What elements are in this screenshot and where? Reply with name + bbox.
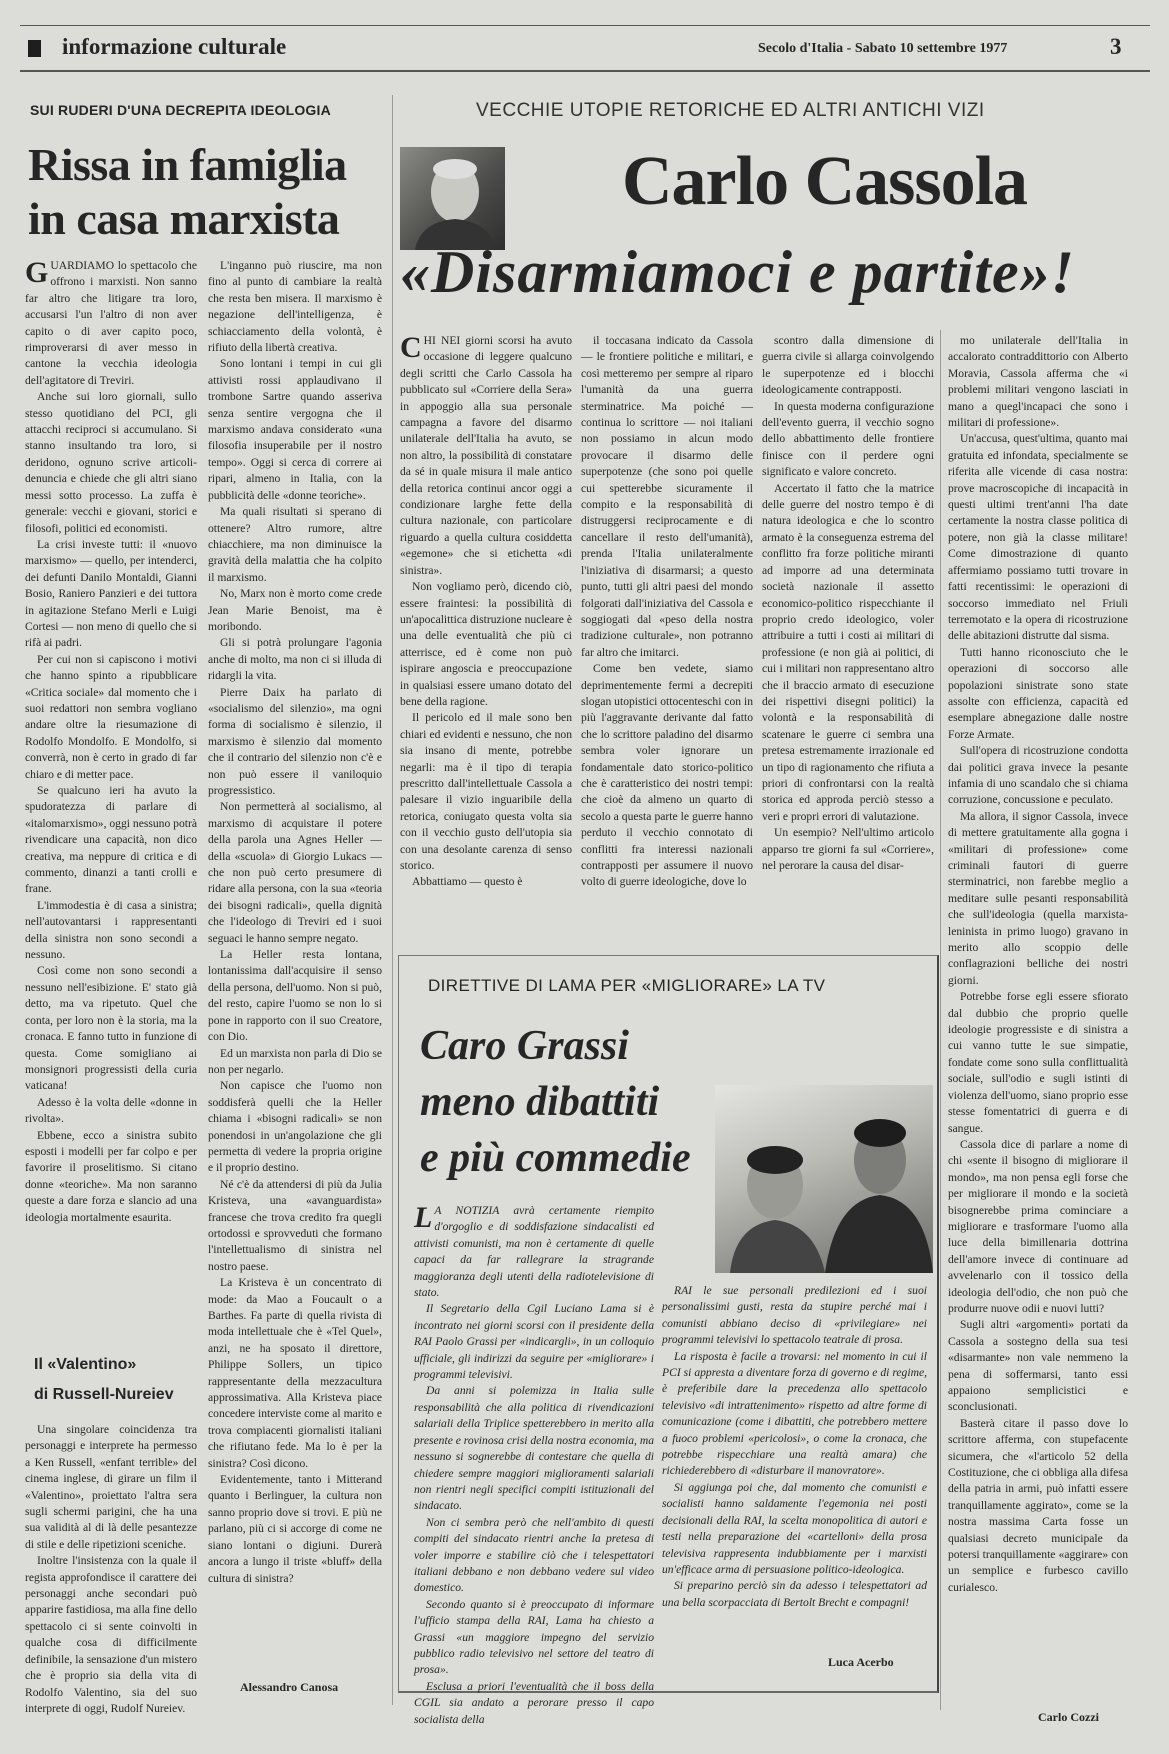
paragraph: Sugli altri «argomenti» portati da Cassola a sostegno della sua tesi «disarmante» non vale nemmeno la pena di soffermarsi, tanto essi appaiono semplicistici e sconclusionati. [948, 1318, 1128, 1414]
paragraph: Anche sui loro giornali, sullo stesso quotidiano del PCI, gli attacchi reciproci si accumulano. Si stanno insultando tra loro, si deridono, ognuno scrive articoli-denuncia e chiede che gli altri siano messi sotto processo. La zuffa è generale: vecchi e giovani, storici e filosofi, politici ed economisti. [25, 390, 197, 535]
paragraph: il toccasana indicato da Cassola — le frontiere politiche e militari, e così metteremo per sempre al riparo l'umanità da una guerra sterminatrice. Ma poiché — continua lo scrittore — noi italiani non possiamo in alcun modo provocare il disarmo delle superpotenze (che sono poi quelle cui spetterebbe sicuramente il compito e la responsabilità di distruggersi reciprocamente e di cancellare il resto dell'umanità), prenda l'Italia unilateralmente l'iniziativa di disarmarsi; a questo punto, tutti gli altri paesi del mondo folgorati dall'iniziativa del Cassola e soggiogati dal «peso della nostra tradizione culturale», non potranno far altro che imitarci. [581, 334, 753, 659]
lama-headline-line1: Caro Grassi [420, 1023, 629, 1069]
lama-headline-line2: meno dibattiti [420, 1079, 660, 1125]
paragraph: Evidentemente, tanto i Mitterand quanto i Berlinguer, la cultura non sanno proprio dove si trovi. E più ne parlano, più ci si accorge di come ne siano lontani o digiuni. Durerà ancora a lungo il triste «bluff» della cultura di sinistra? [208, 1473, 382, 1585]
paragraph: Il Segretario della Cgil Luciano Lama si è incontrato nei giorni scorsi con il presidente della RAI Paolo Grassi per «indicargli», in un colloquio ufficiale, gli indirizzi da seguire per «migliorare» i programmi televisivi. [414, 1302, 654, 1382]
paragraph: Cassola dice di parlare a nome di chi «sente il bisogno di migliorare il mondo», ma non pensa egli forse che per migliorare il mondo e la società bisognerebbe prima cominciare a migliorare e trasformare l'uomo alla luce della bimillenaria dottrina dell'amore invece di continuare ad avvelenarlo con il tossico della ideologia dell'odio, che non può che produrre nuove odii e nuovi lutti? [948, 1137, 1128, 1315]
left-kicker: SUI RUDERI D'UNA DECREPITA IDEOLOGIA [30, 102, 331, 118]
paragraph: Non permetterà al socialismo, al marxismo di acquistare il potere della parola una Agnes Heller — della «scuola» di Giorgio Lukacs — che non può certo presumere di ridare alla persona, con la sua «teoria dei bisogni radicali», quella dignità che l'ideologo di Treviri ed i suoi seguaci le hanno sempre negato. [208, 800, 382, 945]
left-byline: Alessandro Canosa [240, 1680, 339, 1694]
paragraph: Un esempio? Nell'ultimo articolo apparso tre giorni fa sul «Corriere», nel perorare la causa del disar- [762, 826, 934, 872]
lama-col2 [662, 1283, 927, 1645]
paragraph: La Heller resta lontana, lontanissima dall'acquisire il senso della persona, dell'uomo. Non si può, del resto, capire l'uomo se non lo si pone in rapporto con il suo Creatore, con Dio. [208, 948, 382, 1044]
paragraph: La Kristeva è un concentrato di mode: da Mao a Foucault o a Barthes. Fa parte di quella rivista di moda intellettuale che è «Tel Quel», anzi, ne ha sposato il direttore, Philippe Sollers, un tipico rappresentante della mezzacultura approssimativa. Alla Kristeva piace concedere interviste come al marito e trova compiacenti giornalisti italiani che rifiutano fede. Ma lo è per la sinistra? Così dicono. [208, 1276, 382, 1470]
cassola-col3 [762, 333, 934, 943]
paragraph: L'inganno può riuscire, ma non fino al punto di cambiare la realtà che resta ben misera. Il marxismo è negazione dell'intelligenza, è schiacciamento della volontà, è rifiuto della libertà creativa. [208, 259, 382, 355]
paragraph: Pierre Daix ha parlato di «socialismo del silenzio», ma ogni forma di socialismo è silenzio, il marxismo è silenzio dal momento che il contrario del silenzio non c'è e non può essere il vaniloquio progressistico. [208, 685, 382, 797]
paragraph: In questa moderna configurazione dell'evento guerra, il vecchio sogno dello abbattimento delle frontiere finisce con il perdere ogni significato e valore concreto. [762, 399, 934, 479]
paragraph: Ed un marxista non parla di Dio se non per negarlo. [208, 1046, 382, 1076]
paragraph: Ma quali risultati si sperano di ottenere? Altro rumore, altre chiacchiere, ma non diminuisce la gravità della malattia che ha colpito il marxismo. [208, 505, 382, 584]
paragraph: Si preparino perciò sin da adesso i telespettatori ad una bella scorpacciata di Bertolt Brecht e compagni! [662, 1579, 927, 1609]
portrait-icon [715, 1085, 933, 1273]
cassola-byline: Carlo Cozzi [1038, 1710, 1099, 1724]
paragraph: Ma allora, il signor Cassola, invece di mettere gratuitamente alla gogna i «militari di professione» come criminali fautori di guerre sterminatrici, non farebbe meglio a meditare sulle pesanti responsabilità che sull'ideologia (quella marxista-leninista in primo luogo) gravano in merito allo scoppio delle conflagrazioni belliche dei nostri giorni. [948, 809, 1128, 987]
lama-grassi-photo [715, 1085, 933, 1273]
paragraph: CHI NEI giorni scorsi ha avuto occasione di leggere qualcuno degli scritti che Carlo Cassola ha pubblicato sul «Corriere della Sera» in appoggio alla sua personale campagna a favore del disarmo unilaterale dell'Italia ha avuto, se non altro, la possibilità di constatare da sé in quale misura il male antico della retorica continui ancor oggi a condizionare larghe fette della cultura nazionale, con particolare riguardo a quella cultura cosiddetta «egemone» che si etichetta «di sinistra». [400, 331, 572, 577]
valentino-body [25, 1422, 197, 1715]
column-divider [940, 330, 941, 1710]
paper-date: Secolo d'Italia - Sabato 10 settembre 1977 [758, 41, 1008, 56]
paragraph: Non vogliamo però, dicendo ciò, essere fraintesi: la possibilità di un'apocalittica distruzione nucleare è una delle eventualità che più ci atterrisce, ed è come non può ispirare angoscia e preoccupazione in qualsiasi essere umano dotato del bene della ragione. [400, 580, 572, 708]
left-headline-line2: in casa marxista [28, 193, 340, 244]
paragraph: Né c'è da attendersi di più da Julia Kristeva, una «avanguardista» francese che trova credito fra quegli ortodossi e sprovveduti che formano l'intellettualismo di sinistra nel nostro paese. [208, 1177, 382, 1273]
paragraph: Un'accusa, quest'ultima, quanto mai gratuita ed infondata, specialmente se riferita alle vicende di casa nostra: prove macroscopiche di incapacità in questi ultimi trent'anni l'ha date certamente la nostra classe politica di potere, non già la classe militare! Come dimostrazione di quanto affermiamo possiamo tutti trovare in fatti recentissimi: le operazioni di soccorso immediato nel Friuli terremotato e la opera di ricostruzione delle abitazioni distrutte dal sisma. [948, 432, 1128, 643]
valentino-headline-line1: Il «Valentino» [34, 1356, 137, 1373]
paragraph: mo unilaterale dell'Italia in accalorato contraddittorio con Alberto Moravia, Cassola afferma che «i problemi militari vengono lasciati in mano a quegl'incapaci che sono i militari di professione». [948, 334, 1128, 430]
paragraph: Inoltre l'insistenza con la quale il regista approfondisce il carattere dei personaggi anche secondari può apparire fastidiosa, ma alla fine dello spettacolo ci si sente coinvolti in qualche cosa di difficilmente definibile, la sensazione d'un mistero che è proprio sia della vita di Rodolfo Valentino, sia del suo interprete di oggi, Rudolf Nureiev. [25, 1554, 197, 1715]
paragraph: Sono lontani i tempi in cui gli attivisti rossi applaudivano il trombone Sartre quando asseriva senza sentire vergogna che il marxismo andava considerato «una filosofia insuperabile per il nostro tempo». Oggi si cerca di correre ai ripari, almeno in Italia, con la pubblicità delle «donne teoriche». [208, 357, 382, 502]
paragraph: LA NOTIZIA avrà certamente riempito d'orgoglio e di soddisfazione sindacalisti ed attivisti comunisti, ma non è certamente di quelle capaci da far rallegrare la stragrande maggioranza degli utenti della radiotelevisione di stato. [414, 1201, 654, 1300]
portrait-icon [400, 147, 505, 250]
paragraph: RAI le sue personali predilezioni ed i suoi personalissimi gusti, resta da stupire perché mai i comunisti abbiano deciso di «privilegiare» nei programmi televisivi lo spettacolo teatrale di prosa. [662, 1284, 927, 1347]
paragraph: Se qualcuno ieri ha avuto la spudoratezza di parlare di «italomarxismo», oggi nessuno potrà rivendicare una capacità, non dico creativa, ma neppure di critica e di commento, dinanzi a tanti crolli e frane. [25, 784, 197, 896]
paragraph: Accertato il fatto che la matrice delle guerre del nostro tempo è di natura ideologica e che lo scontro armato è la conseguenza estrema del conflitto fra forze politiche miranti ad imporre ad una determinata società nazionale il assetto economico-politico rispecchiante il proprio credo ideologico, voler attribuire a tutti i costi ai militari di professione (e non già ai politici, di cui i militari non rappresentano altro che il braccio armato di esecuzione dei rispettivi disegni politici) la volontà e la responsabilità di scatenare le guerre ci sembra una pretesa estremamente irrazionale ed un tipo di ragionamento che rifiuta a priori di confrontarsi con la realtà storica ed approda perciò stesso a veri e propri errori di valutazione. [762, 481, 934, 823]
lama-col1 [414, 1201, 654, 1726]
left-headline-line1: Rissa in famiglia [28, 139, 347, 190]
paragraph: Una singolare coincidenza tra personaggi e interprete ha permesso a Ken Russell, «enfant terrible» del cinema inglese, di girare un film il «Valentino», proiettato l'altra sera sugli schermi parigini, che ha una sua validità al di là delle pesantezze di stile e delle ripetizioni sceniche. [25, 1423, 197, 1551]
paragraph: scontro dalla dimensione di guerra civile si allarga coinvolgendo le superpotenze ed i blocchi ideologicamente contrapposti. [762, 334, 934, 397]
lama-headline-line3: e più commedie [420, 1135, 691, 1181]
left-article-col2 [208, 258, 382, 1678]
page-number: 3 [1110, 34, 1122, 59]
section-title: informazione culturale [62, 34, 287, 59]
paragraph: Abbattiamo — questo è [412, 875, 523, 889]
top-rule [20, 25, 1150, 26]
paragraph: Il pericolo ed il male sono ben chiari ed evidenti e nessuno, che non sia insano di mente, potrebbe negarli: ma è il tipo di terapia prescritto dall'intellettuale Cassola a palesare il vizio inguaribile della retorica, coniugato questa volta sia con il vecchio gusto dell'utopia sia con una desolante carenza di senso storico. [400, 711, 572, 872]
paragraph: Si aggiunga poi che, dal momento che comunisti e socialisti hanno saldamente l'egemonia nei posti decisionali della RAI, la scelta monopolitica di autori e testi nella preparazione dei «cartelloni» della prosa televisiva rappresenta indubbiamente per i marxisti un'efficace arma di persuasione politico-ideologica. [662, 1480, 927, 1576]
paragraph: Basterà citare il passo dove lo scrittore afferma, con stupefacente sicumera, che «l'articolo 52 della Costituzione, che ci obbliga alla difesa della patria in armi, può infatti essere tranquillamente aggirato», come se la nostra massima Carta fosse un qualsiasi decreto municipale da potersi tranquillamente «aggirare» con un semplice e furbesco cavillo curialesco. [948, 1416, 1128, 1594]
paragraph: Esclusa a priori l'eventualità che il boss della CGIL sia andato a perorare presso il capo socialista della [414, 1679, 654, 1726]
paragraph: Adesso è la volta delle «donne in rivolta». [25, 1095, 197, 1126]
paragraph: Come ben vedete, siamo deprimentemente fermi a decrepiti slogan utopistici ottocenteschi con in più l'aggravante derivante dal fatto che lo scrittore paladino del disarmo sembra voler ignorare un fondamentale dato storico-politico che è caratteristico dei nostri tempi: che cioè da almeno un quarto di secolo a questa parte le guerre hanno perduto il vecchio connotato di conflitti fra interessi nazionali contrapposti per assumere il nuovo volto di guerre ideologiche, dove lo [581, 662, 753, 889]
paragraph: Non ci sembra però che nell'ambito di questi compiti del sindacato rientri anche la pretesa di voler imporre e stabilire ciò che i telespettatori italiani debbano e non debbano vedere sul video domestico. [414, 1515, 654, 1595]
paragraph: L'immodestia è di casa a sinistra; nell'autovantarsi i rappresentanti della sinistra non sono secondi a nessuno. [25, 898, 197, 962]
cassola-col4 [948, 333, 1128, 1693]
paragraph: Ebbene, ecco a sinistra subito esposti i modelli per far colpo e per favorire il proselitismo. Si citano donne «teoriche». Ma non saranno queste a dare forza e slancio ad una ideologia mortalmente esaurita. [25, 1128, 197, 1224]
paragraph: Gli si potrà prolungare l'agonia anche di molto, ma non ci si illuda di ridargli la vita. [208, 636, 382, 683]
cassola-col1 [400, 333, 572, 943]
cassola-name-headline: Carlo Cassola [622, 143, 1028, 220]
paragraph: La risposta è facile a trovarsi: nel momento in cui il PCI si appresta a diventare forza di governo e di regime, è preferibile dare la precedenza allo spettacolo televisivo «di intrattenimento» rispetto ad altre forme di comunicazione (come i dibattiti, che potrebbero mettere a fuoco problemi «pericolosi», o come la cronaca, che potrebbe rispecchiare una realtà amara) che richiederebbero di «disturbare il manovratore». [662, 1349, 927, 1478]
paragraph: Così come non sono secondi a nessuno nell'esibizione. E' stato già detto, ma va ripetuto. Quel che conta, per loro non è la storia, ma la cronaca. E fanno tutto in funzione di questa. Come somigliano ai monsignori progressisti della curia vaticana! [25, 964, 197, 1093]
paragraph: Tutti hanno riconosciuto che le operazioni di soccorso alle popolazioni sinistrate sono state assolte con efficienza, capacità ed esemplare abnegazione dalle nostre Forze Armate. [948, 645, 1128, 741]
lama-kicker: DIRETTIVE DI LAMA PER «MIGLIORARE» LA TV [428, 976, 826, 995]
paragraph: La crisi investe tutti: il «nuovo marxismo» — quello, per intenderci, dei defunti Danilo Montaldi, Gianni Bosio, Raniero Panzieri e dei tuttora in agitazione Stefano Merli e Luigi Cortesi — non meno di quello che si rifà ai padri. [25, 537, 197, 650]
valentino-headline [34, 1350, 174, 1410]
lama-byline: Luca Acerbo [828, 1655, 894, 1669]
lama-headline [420, 1018, 691, 1186]
left-headline [28, 138, 347, 246]
paragraph: No, Marx non è morto come crede Jean Marie Benoist, ma è moribondo. [208, 587, 382, 633]
paragraph: Secondo quanto si è preoccupato di informare l'ufficio stampa della RAI, Lama ha chiesto a Grassi «un maggiore impegno del servizio pubblico radio televisivo nel settore del teatro di prosa». [414, 1597, 654, 1677]
section-marker-icon [28, 40, 41, 57]
cassola-quote-headline: «Disarmiamoci e partite»! [400, 239, 1075, 305]
paragraph: Da anni si polemizza in Italia sulle responsabilità che alla politica di rivendicazioni salariali della Triplice spetterebbero in merito alla presente e rovinosa crisi della nostra economia, ma nessuno si sognerebbe di contestare che quella di chiedere sempre maggiori miglioramenti salariali non rientri negli specifici compiti istituzionali del sindacato. [414, 1384, 654, 1513]
cassola-photo [400, 147, 505, 250]
paragraph: Non capisce che l'uomo non soddisferà quelli che la Heller chiama i «bisogni radicali» se non ponendosi in un'angolazione che gli permetta di vedere la propria origine e il proprio destino. [208, 1079, 382, 1175]
masthead-rule [20, 70, 1150, 72]
paragraph: Sull'opera di ricostruzione condotta dai politici grava invece la pesante infamia di uno scandalo che si chiama corruzione, concussione e peculato. [948, 744, 1128, 807]
cassola-kicker: VECCHIE UTOPIE RETORICHE ED ALTRI ANTICHI VIZI [476, 100, 985, 121]
cassola-col2 [581, 333, 753, 943]
left-article-col1 [25, 258, 197, 1308]
column-divider [392, 95, 393, 1705]
paragraph: Per cui non si capiscono i motivi che hanno spinto a ripubblicare «Critica sociale» dal momento che i suoi redattori non sembra vogliano andare oltre la riesumazione di Rodolfo Mondolfo. E Mondolfo, si converrà, non è certo in grado di far chiaro e di metter pace. [25, 652, 197, 781]
valentino-headline-line2: di Russell-Nureiev [34, 1386, 174, 1403]
paragraph: Potrebbe forse egli essere sfiorato dal dubbio che proprio quelle ideologie progressiste e di sinistra a cui vanno tutte le sue simpatie, fondate come sono sulla conflittualità sociale, sull'odio e sugli istinti di violenza dell'uomo, siano proprio esse stesse fomentatrici di guerra e di sangue. [948, 990, 1128, 1135]
paragraph: GUARDIAMO lo spettacolo che offrono i marxisti. Non sanno far altro che litigare tra loro, accusarsi l'un l'altro di non aver capito o di aver capito poco, rimproverarsi di aver messo in cantone la vecchia ideologia dell'agitatore di Treviri. [25, 256, 197, 387]
